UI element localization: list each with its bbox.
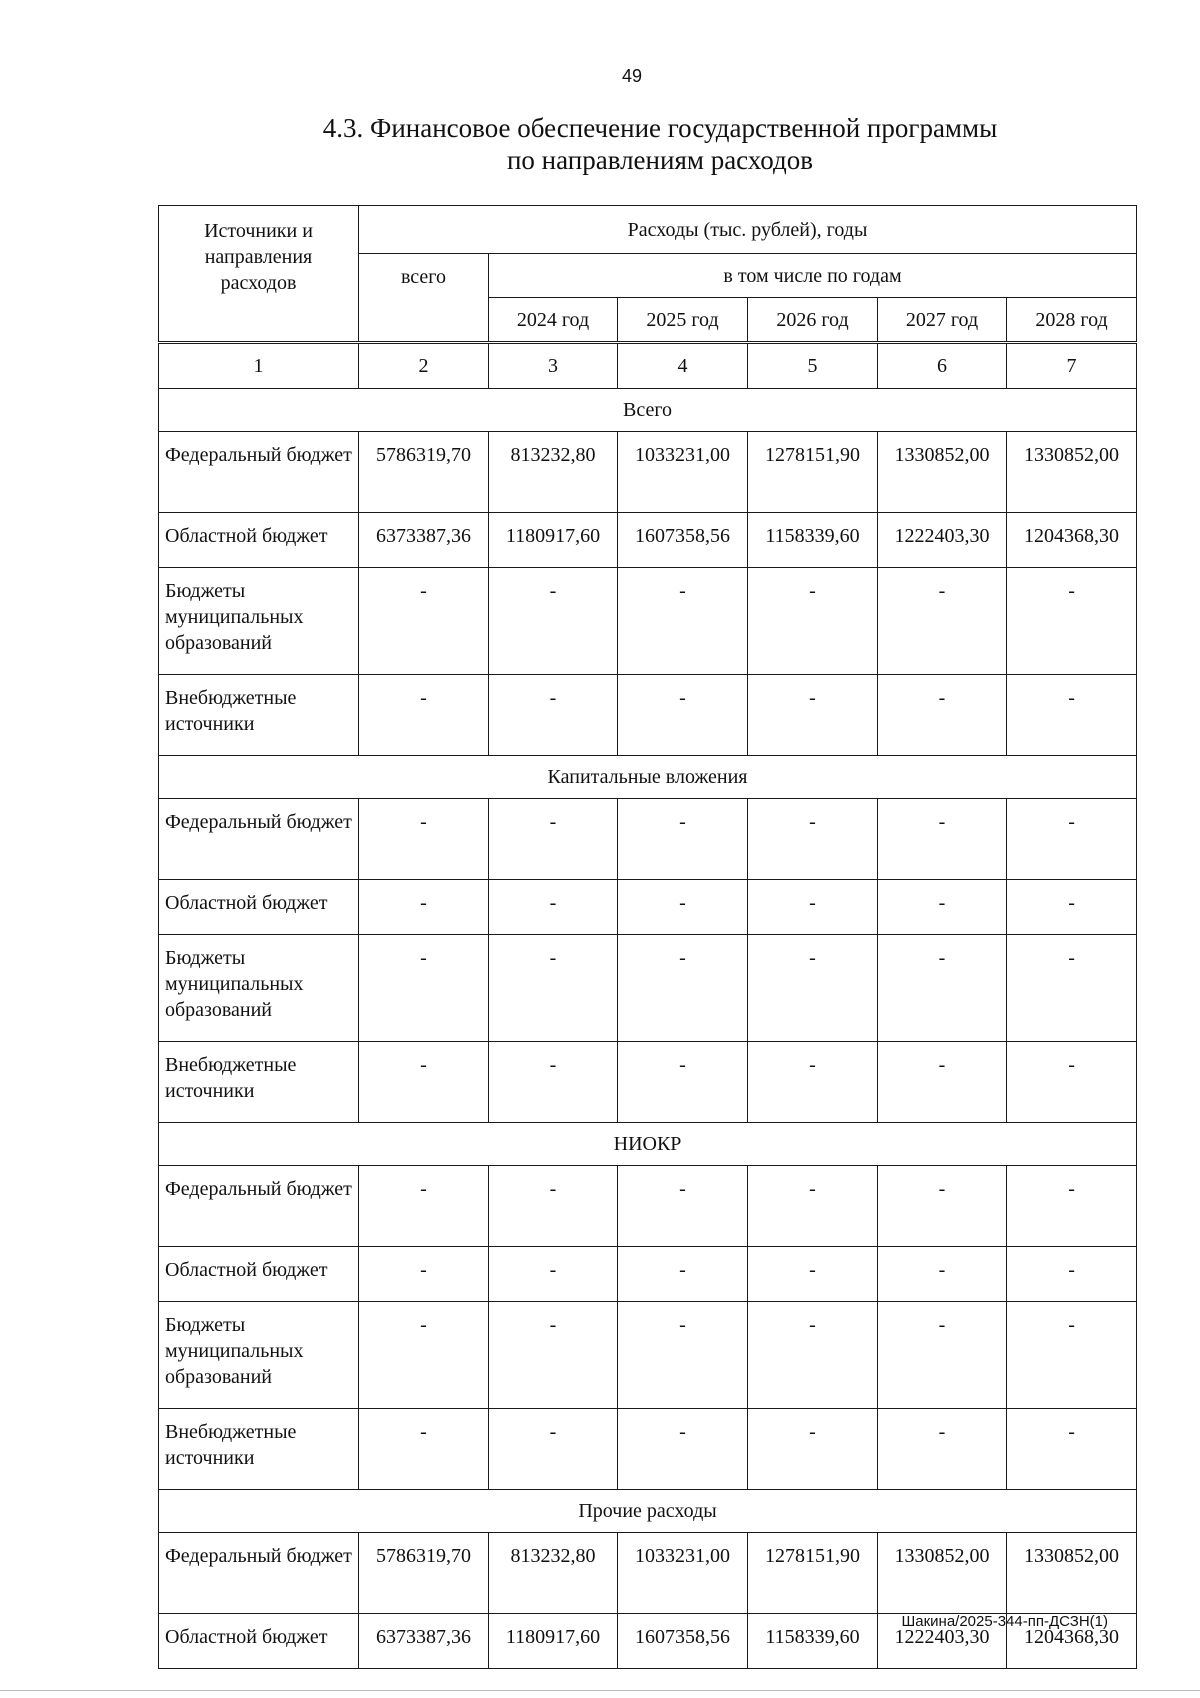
table-row (159, 1166, 1137, 1247)
row-label: Областной бюджет (159, 513, 359, 568)
header-expenses: Расходы (тыс. рублей), годы (359, 206, 1137, 254)
cell-value: - (618, 1302, 748, 1409)
cell-value: - (489, 675, 618, 756)
cell-value: - (1007, 1302, 1137, 1409)
cell-value: 6373387,36 (359, 1614, 489, 1669)
cell-value: - (359, 935, 489, 1042)
table-row (159, 935, 1137, 1042)
cell-value: 5786319,70 (359, 432, 489, 513)
document-title (0, 112, 1200, 176)
column-number: 7 (1007, 343, 1137, 389)
cell-value: - (748, 880, 878, 935)
row-label: Областной бюджет (159, 880, 359, 935)
table-row (159, 1302, 1137, 1409)
cell-value: - (489, 935, 618, 1042)
cell-value: - (618, 1409, 748, 1490)
cell-value: 813232,80 (489, 1533, 618, 1614)
cell-value: - (489, 1166, 618, 1247)
cell-value: - (618, 935, 748, 1042)
title-line-2: по направлениям расходов (506, 145, 813, 175)
cell-value: - (489, 1302, 618, 1409)
cell-value: - (618, 1247, 748, 1302)
cell-value: - (489, 880, 618, 935)
cell-value: - (878, 568, 1007, 675)
cell-value: - (359, 1247, 489, 1302)
cell-value: - (748, 1042, 878, 1123)
row-label: Бюджеты муниципальных образований (159, 1302, 359, 1409)
cell-value: - (878, 1166, 1007, 1247)
cell-value: - (489, 1409, 618, 1490)
cell-value: - (1007, 1042, 1137, 1123)
table-row (159, 568, 1137, 675)
cell-value: - (878, 799, 1007, 880)
cell-value: - (489, 1042, 618, 1123)
cell-value: - (489, 799, 618, 880)
header-by-years: в том числе по годам (489, 254, 1137, 298)
cell-value: - (1007, 1409, 1137, 1490)
cell-value: 1033231,00 (618, 1533, 748, 1614)
table-row (159, 880, 1137, 935)
table-row (159, 1409, 1137, 1490)
row-label: Внебюджетные источники (159, 1409, 359, 1490)
cell-value: - (1007, 568, 1137, 675)
section-title: Всего (159, 389, 1137, 432)
row-label: Федеральный бюджет (159, 1166, 359, 1247)
cell-value: 1330852,00 (1007, 432, 1137, 513)
header-year: 2028 год (1007, 298, 1137, 343)
cell-value: - (1007, 935, 1137, 1042)
table-row (159, 799, 1137, 880)
cell-value: - (1007, 1166, 1137, 1247)
row-label: Федеральный бюджет (159, 799, 359, 880)
cell-value: - (748, 1409, 878, 1490)
cell-value: - (359, 1302, 489, 1409)
header-total: всего (359, 254, 489, 343)
cell-value: 1330852,00 (878, 1533, 1007, 1614)
cell-value: - (359, 1042, 489, 1123)
cell-value: 1330852,00 (878, 432, 1007, 513)
cell-value: - (878, 935, 1007, 1042)
cell-value: - (359, 1409, 489, 1490)
header-year: 2026 год (748, 298, 878, 343)
cell-value: - (878, 1302, 1007, 1409)
cell-value: - (359, 799, 489, 880)
section-title: НИОКР (159, 1123, 1137, 1166)
cell-value: - (359, 568, 489, 675)
row-label: Областной бюджет (159, 1614, 359, 1669)
cell-value: - (618, 880, 748, 935)
cell-value: 1278151,90 (748, 432, 878, 513)
table-row (159, 1533, 1137, 1614)
cell-value: 1222403,30 (878, 1614, 1007, 1669)
financing-table (158, 205, 1137, 1669)
column-number: 4 (618, 343, 748, 389)
cell-value: 1033231,00 (618, 432, 748, 513)
section-title: Капитальные вложения (159, 756, 1137, 799)
cell-value: - (748, 568, 878, 675)
header-year: 2024 год (489, 298, 618, 343)
page-bottom-rule (0, 1690, 1200, 1691)
table-row (159, 432, 1137, 513)
cell-value: 1330852,00 (1007, 1533, 1137, 1614)
cell-value: - (359, 1166, 489, 1247)
row-label: Областной бюджет (159, 1247, 359, 1302)
cell-value: - (1007, 675, 1137, 756)
cell-value: 813232,80 (489, 432, 618, 513)
row-label: Внебюджетные источники (159, 675, 359, 756)
cell-value: - (878, 675, 1007, 756)
cell-value: - (618, 675, 748, 756)
column-number: 5 (748, 343, 878, 389)
row-label: Бюджеты муниципальных образований (159, 568, 359, 675)
column-number: 1 (159, 343, 359, 389)
cell-value: - (618, 799, 748, 880)
cell-value: 1158339,60 (748, 1614, 878, 1669)
cell-value: 1278151,90 (748, 1533, 878, 1614)
cell-value: - (878, 1042, 1007, 1123)
cell-value: 1607358,56 (618, 1614, 748, 1669)
header-year: 2025 год (618, 298, 748, 343)
cell-value: - (1007, 1247, 1137, 1302)
cell-value: - (359, 675, 489, 756)
header-sources: Источники и направления расходов (159, 206, 359, 343)
table-row (159, 1247, 1137, 1302)
cell-value: 1158339,60 (748, 513, 878, 568)
cell-value: 1180917,60 (489, 1614, 618, 1669)
cell-value: - (618, 1166, 748, 1247)
title-line-1: 4.3. Финансовое обеспечение государственной программы (322, 113, 998, 143)
cell-value: 1204368,30 (1007, 513, 1137, 568)
row-label: Внебюджетные источники (159, 1042, 359, 1123)
cell-value: - (748, 935, 878, 1042)
table-row (159, 513, 1137, 568)
cell-value: - (878, 880, 1007, 935)
column-number: 6 (878, 343, 1007, 389)
cell-value: - (359, 880, 489, 935)
cell-value: - (748, 1247, 878, 1302)
cell-value: - (878, 1247, 1007, 1302)
header-year: 2027 год (878, 298, 1007, 343)
row-label: Федеральный бюджет (159, 1533, 359, 1614)
column-number: 3 (489, 343, 618, 389)
cell-value: 1607358,56 (618, 513, 748, 568)
table-row (159, 675, 1137, 756)
page-number: 49 (621, 66, 643, 86)
table-row (159, 1042, 1137, 1123)
cell-value: 1222403,30 (878, 513, 1007, 568)
cell-value: 5786319,70 (359, 1533, 489, 1614)
cell-value: - (748, 799, 878, 880)
row-label: Бюджеты муниципальных образований (159, 935, 359, 1042)
cell-value: - (748, 675, 878, 756)
cell-value: - (1007, 880, 1137, 935)
cell-value: - (489, 1247, 618, 1302)
cell-value: - (878, 1409, 1007, 1490)
column-number: 2 (359, 343, 489, 389)
row-label: Федеральный бюджет (159, 432, 359, 513)
cell-value: 6373387,36 (359, 513, 489, 568)
cell-value: - (748, 1302, 878, 1409)
section-title: Прочие расходы (159, 1490, 1137, 1533)
cell-value: - (618, 1042, 748, 1123)
cell-value: - (618, 568, 748, 675)
cell-value: 1180917,60 (489, 513, 618, 568)
cell-value: 1204368,30 (1007, 1614, 1137, 1669)
cell-value: - (748, 1166, 878, 1247)
cell-value: - (489, 568, 618, 675)
cell-value: - (1007, 799, 1137, 880)
document-footer: Шакина/2025-344-пп-ДСЗН(1) (901, 1613, 1108, 1630)
